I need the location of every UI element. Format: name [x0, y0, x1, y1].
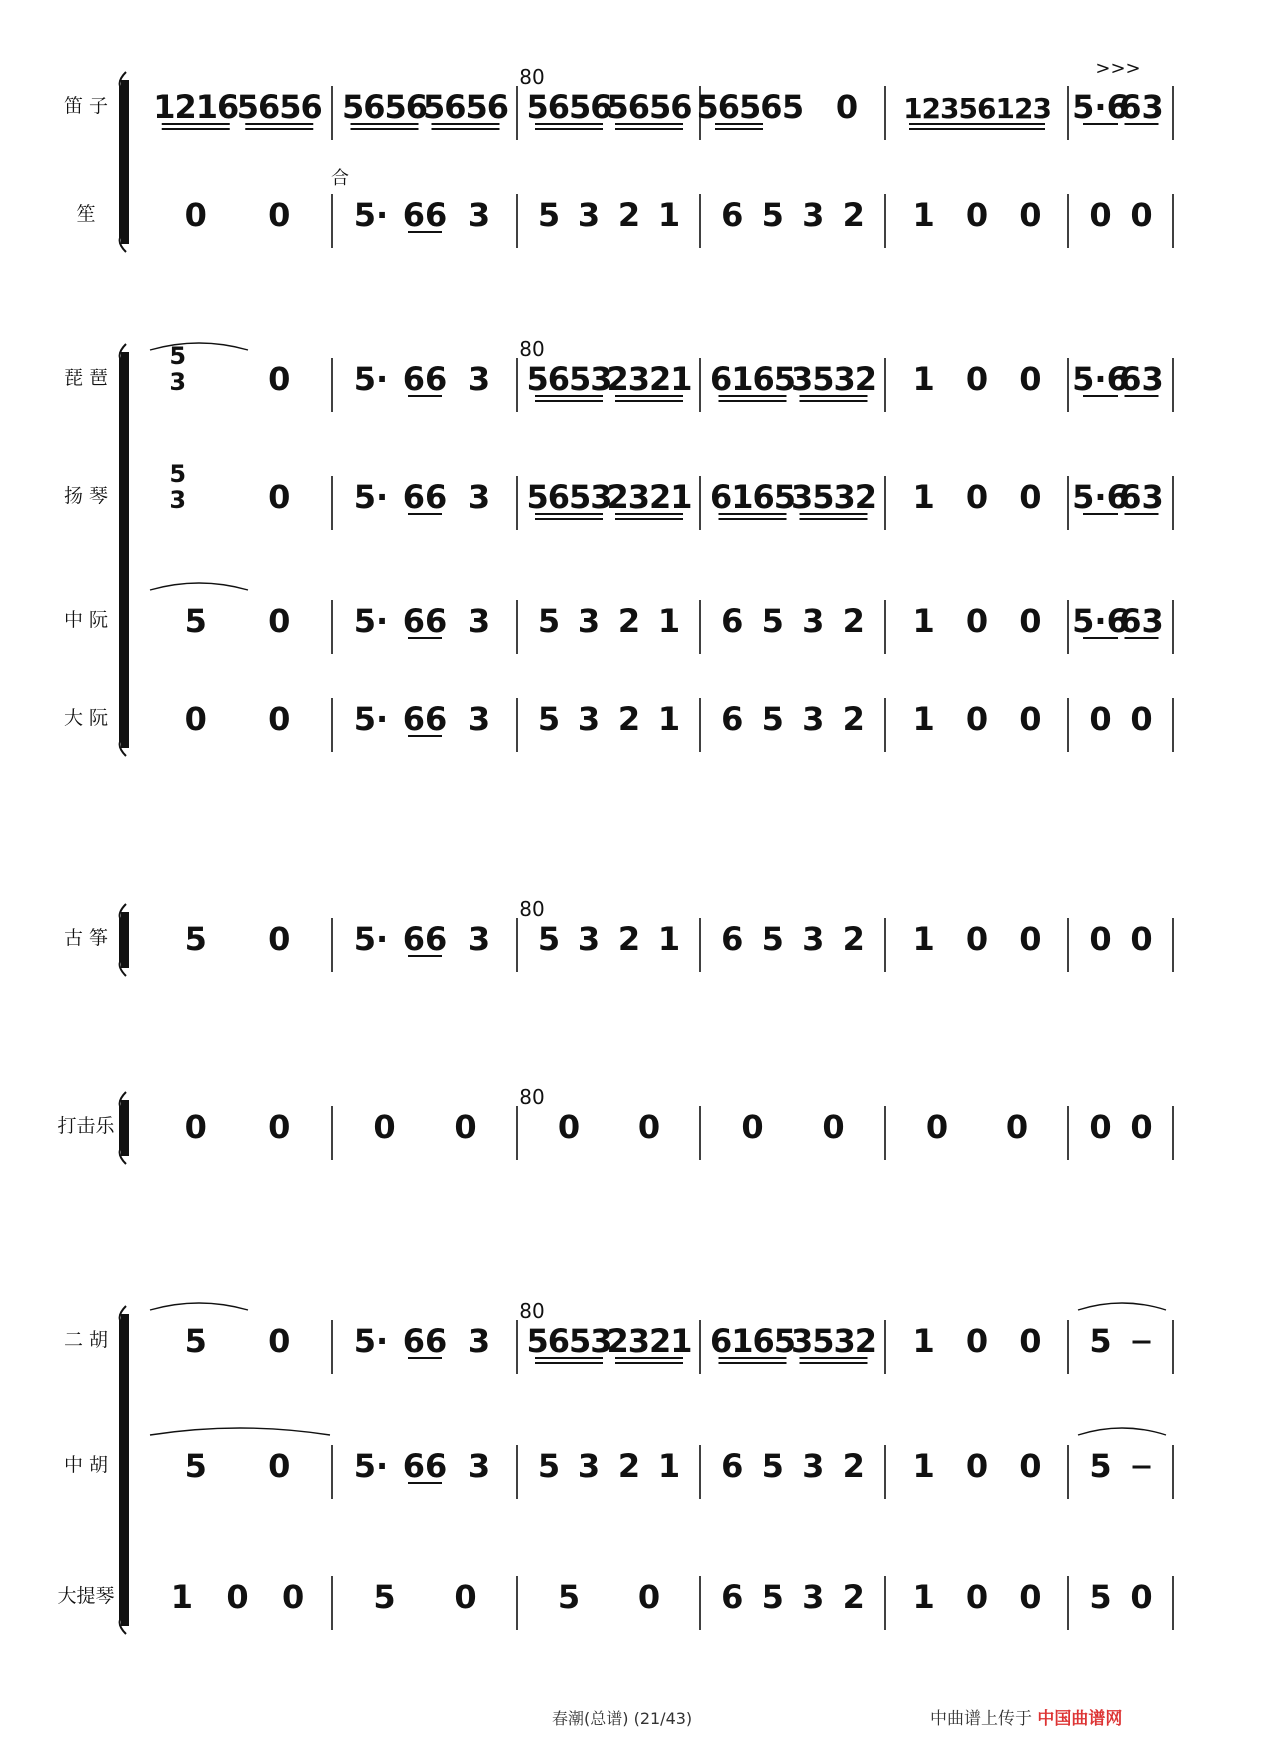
- note-group: 5: [557, 1578, 581, 1616]
- note-group: 2: [617, 602, 641, 640]
- rehearsal-mark-80: 80: [519, 65, 545, 89]
- bracket-bar: [121, 1314, 129, 1626]
- note-group: 5: [761, 602, 784, 640]
- bracket-bar: [121, 1100, 129, 1156]
- note-group: 5: [1089, 1447, 1112, 1485]
- note-group: 0: [1019, 920, 1042, 958]
- note-group: 66: [402, 1322, 448, 1360]
- note-group: 2: [842, 196, 865, 234]
- note-group: 5656: [236, 88, 322, 126]
- note-group: 1: [912, 1322, 935, 1360]
- note-group: 0: [184, 1108, 207, 1146]
- note-group: 0: [965, 700, 989, 738]
- accent-marks: >>>: [1095, 58, 1141, 79]
- note-group: 63: [1119, 88, 1164, 126]
- note-group: 3: [467, 478, 491, 516]
- note-group: 0: [282, 1578, 305, 1616]
- note-group: 66: [402, 196, 448, 234]
- note-group: 0: [925, 1108, 949, 1146]
- note-group: 0: [184, 196, 207, 234]
- note-group: 0: [965, 920, 989, 958]
- bracket-bar: [121, 80, 129, 244]
- note-group: 1: [657, 700, 681, 738]
- note-group: 0: [1019, 1322, 1042, 1360]
- instrument-name-dizi: 笛 子: [63, 95, 109, 117]
- note-group: 5656: [526, 88, 612, 126]
- instrument-name-guzheng: 古 筝: [63, 927, 109, 949]
- note-group: 0: [1089, 1108, 1112, 1146]
- note-group: 2321: [606, 1322, 692, 1360]
- note-group: 3: [802, 920, 825, 958]
- instrument-name-datiqin: 大提琴: [57, 1585, 115, 1607]
- note-group: 3: [577, 700, 601, 738]
- note-group: 3: [467, 196, 491, 234]
- note-group: 0: [1089, 196, 1112, 234]
- note-group: 66: [402, 920, 448, 958]
- note-group: 63: [1119, 478, 1164, 516]
- note-group: 1: [912, 602, 935, 640]
- note-group: 0: [1089, 700, 1112, 738]
- note-group: 6: [721, 602, 744, 640]
- note-group: 0: [1005, 1108, 1029, 1146]
- footer-source: [930, 1704, 1122, 1729]
- note-group: 0: [268, 920, 291, 958]
- note-group: 2: [617, 1447, 641, 1485]
- note-group: 0: [965, 360, 989, 398]
- footer-source-brand: 中国曲谱网: [1037, 1709, 1123, 1729]
- note-group: 0: [835, 88, 859, 126]
- note-group: 2: [842, 1578, 865, 1616]
- note-group: 3: [802, 1447, 825, 1485]
- note-group: 3: [467, 920, 491, 958]
- note-group: 5·: [353, 360, 389, 398]
- note-group: 6165: [709, 360, 796, 398]
- note-group: 3532: [790, 478, 877, 516]
- note-group: 0: [637, 1108, 661, 1146]
- note-group: 3: [577, 196, 601, 234]
- note-group: 2: [842, 1447, 865, 1485]
- note-group: 0: [268, 360, 291, 398]
- slur: [1078, 1428, 1166, 1435]
- note-group: 5·: [353, 478, 389, 516]
- instrument-name-yangqin: 扬 琴: [63, 485, 109, 507]
- note-group: 0: [1130, 1108, 1153, 1146]
- note-group: 0: [373, 1108, 396, 1146]
- note-group: 3: [467, 360, 491, 398]
- note-group: 3: [467, 1322, 491, 1360]
- note-group: 3: [467, 700, 491, 738]
- note-group: 5656: [422, 88, 509, 126]
- note-group: 0: [1019, 602, 1042, 640]
- note-group: 6: [721, 1578, 744, 1616]
- note-group: 3532: [790, 360, 877, 398]
- note-group: 6165: [709, 1322, 796, 1360]
- note-group: 0: [1019, 478, 1042, 516]
- slur: [150, 343, 248, 350]
- note-group: 5656: [606, 88, 692, 126]
- slur: [1078, 1303, 1166, 1310]
- note-group: 12356123: [903, 92, 1051, 125]
- note-group: 5·: [353, 1322, 389, 1360]
- note-group: 2: [617, 920, 641, 958]
- note-upper: 5: [169, 342, 187, 370]
- rehearsal-mark-80: 80: [519, 1299, 545, 1323]
- note-group: 5653: [526, 478, 612, 516]
- note-group: 5: [537, 920, 561, 958]
- note-group: 0: [268, 700, 291, 738]
- note-group: 6165: [709, 478, 796, 516]
- note-group: 0: [1019, 360, 1042, 398]
- note-group: 0: [1130, 196, 1153, 234]
- note-group: 5: [1089, 1578, 1112, 1616]
- note-group: 5: [537, 602, 561, 640]
- note-group: 1: [912, 920, 935, 958]
- note-group: 5·6: [1072, 478, 1129, 516]
- note-group: 0: [268, 602, 291, 640]
- note-group: 5653: [526, 1322, 612, 1360]
- note-group: 3: [802, 700, 825, 738]
- note-group: 63: [1119, 602, 1164, 640]
- note-group: 0: [454, 1108, 477, 1146]
- note-group: 1: [170, 1578, 193, 1616]
- instrument-name-erhu: 二 胡: [63, 1329, 109, 1351]
- note-group: 5: [184, 1447, 207, 1485]
- note-group: 6: [721, 920, 744, 958]
- note-group: 2: [842, 920, 865, 958]
- rehearsal-mark-80: 80: [519, 1085, 545, 1109]
- note-group: 1: [657, 1447, 681, 1485]
- note-group: 3: [802, 602, 825, 640]
- bracket-bar: [121, 912, 129, 968]
- note-group: 2: [842, 602, 865, 640]
- note-group: 2: [617, 196, 641, 234]
- note-group: 5: [761, 1447, 784, 1485]
- note-group: 5653: [526, 360, 612, 398]
- rehearsal-mark-80: 80: [519, 897, 545, 921]
- note-group: 3: [577, 602, 601, 640]
- note-group: 5·6: [1072, 88, 1129, 126]
- note-group: 5: [537, 700, 561, 738]
- note-group: 2321: [606, 478, 692, 516]
- note-group: 5: [761, 196, 784, 234]
- note-group: 1: [657, 602, 681, 640]
- note-group: 0: [1019, 700, 1042, 738]
- note-group: 5: [761, 920, 784, 958]
- note-group: 1: [657, 196, 681, 234]
- note-group: 5·: [353, 700, 389, 738]
- note-group: 5656: [696, 88, 782, 126]
- note-group: 6: [721, 1447, 744, 1485]
- note-group: 0: [1089, 920, 1112, 958]
- note-group: 5: [537, 1447, 561, 1485]
- note-group: 0: [965, 1322, 989, 1360]
- note-group: 3: [467, 602, 491, 640]
- note-group: 5656: [341, 88, 428, 126]
- rehearsal-mark-80: 80: [519, 337, 545, 361]
- note-group: 5: [761, 700, 784, 738]
- note-group: 0: [268, 1322, 291, 1360]
- note-group: 0: [1019, 1447, 1042, 1485]
- annotation-he: 合: [331, 168, 349, 189]
- note-group: 5: [1089, 1322, 1112, 1360]
- note-group: 1: [912, 360, 935, 398]
- note-group: 3532: [790, 1322, 877, 1360]
- note-group: 0: [226, 1578, 249, 1616]
- note-group: 0: [1019, 1578, 1042, 1616]
- slur: [150, 1303, 248, 1310]
- note-group: 1: [912, 1578, 935, 1616]
- note-lower: 3: [169, 368, 187, 396]
- note-group: 0: [1019, 196, 1042, 234]
- slur: [150, 1428, 330, 1435]
- note-group: 3: [802, 1578, 825, 1616]
- note-group: 0: [965, 1447, 989, 1485]
- note-group: 5·6: [1072, 360, 1129, 398]
- note-group: 5·: [353, 1447, 389, 1485]
- note-group: 0: [965, 478, 989, 516]
- note-lower: 3: [169, 486, 187, 514]
- note-group: 1: [657, 920, 681, 958]
- note-group: 0: [822, 1108, 845, 1146]
- note-group: 6: [721, 700, 744, 738]
- instrument-name-zhonghu: 中 胡: [63, 1454, 109, 1476]
- note-group: 0: [557, 1108, 581, 1146]
- note-group: 0: [1130, 700, 1153, 738]
- note-group: 1: [912, 478, 935, 516]
- bracket-bar: [121, 352, 129, 748]
- note-group: 0: [741, 1108, 764, 1146]
- note-group: 5: [184, 920, 207, 958]
- footer-source-prefix: 中曲谱上传于: [930, 1709, 1032, 1729]
- note-group: 5: [781, 88, 805, 126]
- note-group: 2: [617, 700, 641, 738]
- note-group: 0: [268, 196, 291, 234]
- footer-page-info: 春潮(总谱) (21/43): [552, 1709, 693, 1728]
- note-group: 66: [402, 602, 448, 640]
- note-group: 5: [184, 602, 207, 640]
- note-group: 1216: [153, 88, 239, 126]
- note-group: 3: [467, 1447, 491, 1485]
- note-group: 2: [842, 700, 865, 738]
- instrument-name-pipa: 琵 琶: [63, 367, 109, 389]
- slur: [150, 583, 248, 590]
- note-upper: 5: [169, 460, 187, 488]
- note-group: 66: [402, 478, 448, 516]
- note-group: 0: [184, 700, 207, 738]
- note-group: 0: [268, 1447, 291, 1485]
- note-group: 63: [1119, 360, 1164, 398]
- note-group: 0: [1130, 920, 1153, 958]
- note-group: 3: [577, 920, 601, 958]
- note-group: 5: [537, 196, 561, 234]
- note-group: 0: [965, 1578, 989, 1616]
- instrument-name-percussion: 打击乐: [57, 1115, 115, 1137]
- note-group: 5: [373, 1578, 396, 1616]
- note-group: 0: [268, 478, 291, 516]
- note-group: 3: [577, 1447, 601, 1485]
- note-group: 5·: [353, 920, 389, 958]
- note-group: 0: [965, 196, 989, 234]
- note-group: 66: [402, 700, 448, 738]
- note-group: 0: [637, 1578, 661, 1616]
- instrument-name-zhongruan: 中 阮: [63, 609, 109, 631]
- instrument-name-daruan: 大 阮: [63, 707, 109, 729]
- note-group: 2321: [606, 360, 692, 398]
- note-group: 5·6: [1072, 602, 1129, 640]
- note-group: 66: [402, 360, 448, 398]
- note-group: 0: [454, 1578, 477, 1616]
- note-group: 0: [268, 1108, 291, 1146]
- note-group: 5: [761, 1578, 784, 1616]
- note-group: 3: [802, 196, 825, 234]
- note-group: 0: [965, 602, 989, 640]
- note-group: 1: [912, 700, 935, 738]
- note-group: 5·: [353, 602, 389, 640]
- note-group: 0: [1130, 1578, 1153, 1616]
- note-group: 66: [402, 1447, 448, 1485]
- note-group: 6: [721, 196, 744, 234]
- instrument-name-sheng: 笙: [76, 203, 96, 225]
- note-group: 1: [912, 196, 935, 234]
- note-group: 5: [184, 1322, 207, 1360]
- note-group: 5·: [353, 196, 389, 234]
- note-group: 1: [912, 1447, 935, 1485]
